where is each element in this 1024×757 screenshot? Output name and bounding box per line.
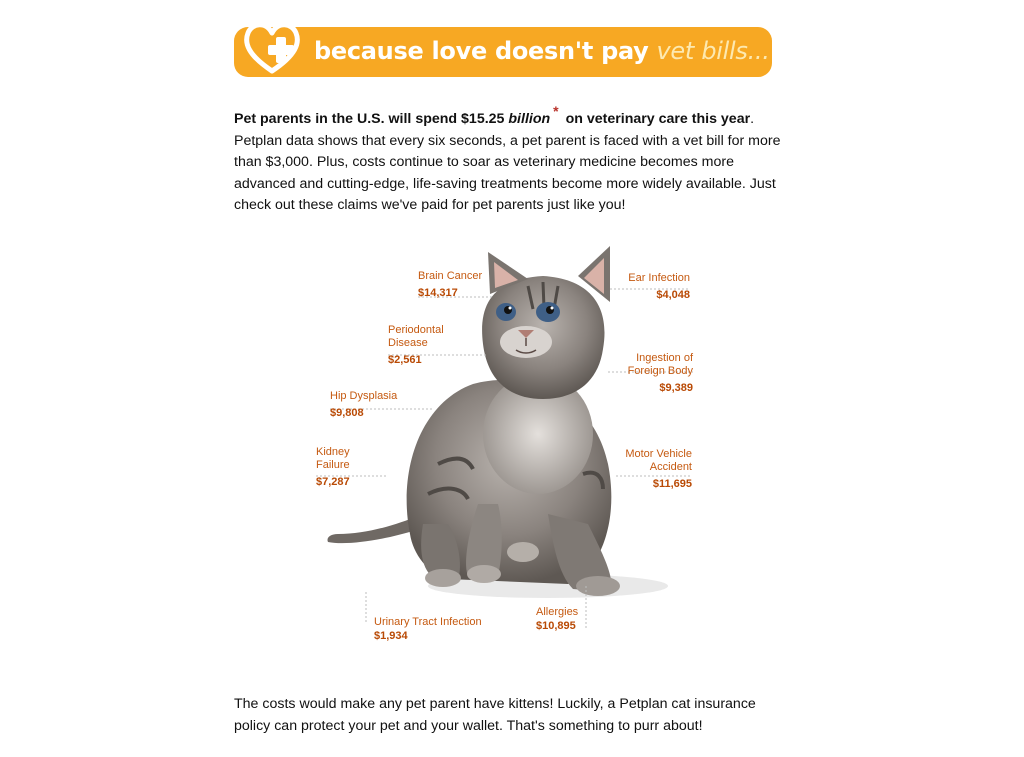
- banner-accent: vet bills...: [656, 37, 770, 65]
- kitten-claims-infographic: [298, 234, 760, 644]
- claim-urinary-tract-infection: [374, 616, 482, 643]
- claim-brain-cancer: [418, 270, 482, 300]
- claim-allergies: [536, 606, 578, 633]
- intro-lead-a: Pet parents in the U.S. will spend $15.25: [234, 111, 509, 127]
- claim-amount: $11,695: [652, 478, 692, 490]
- claim-ear-infection: [610, 272, 690, 302]
- claim-amount: $10,895: [536, 620, 576, 632]
- claim-name: Ingestion of Foreign Body: [627, 352, 693, 377]
- banner-text: because love doesn't pay: [314, 37, 649, 65]
- claim-name: Ear Infection: [628, 272, 690, 284]
- claim-name: Periodontal Disease: [388, 324, 444, 349]
- banner-tagline: [314, 37, 770, 65]
- claim-motor-vehicle-accident: [616, 448, 692, 491]
- claim-amount: $4,048: [656, 289, 690, 301]
- claim-amount: $2,561: [388, 354, 422, 366]
- intro-body: Petplan data shows that every six seconds, a pet parent is faced with a vet bill for more than $3,000. Plus, costs continue to soar as veterinary medicine becomes more advanced and cutting-edge, life-saving treatments become more widely available. Just check out these claims we've paid for pet parents just like you!: [234, 132, 781, 213]
- claim-name: Brain Cancer: [418, 270, 483, 282]
- claim-name: Allergies: [536, 606, 579, 618]
- claim-ingestion-foreign-body: [613, 352, 693, 395]
- intro-paragraph: [234, 103, 784, 217]
- claim-name: Urinary Tract Infection: [374, 616, 482, 628]
- heart-plus-logo-icon: [240, 15, 304, 79]
- outro-paragraph: The costs would make any pet parent have kittens! Luckily, a Petplan cat insurance policy can protect your pet and your wallet. That's something to purr about!: [234, 696, 756, 734]
- claim-amount: $9,808: [330, 407, 364, 419]
- intro-lead-italic: billion: [508, 111, 551, 127]
- claim-name: Motor Vehicle Accident: [625, 448, 692, 473]
- claim-kidney-failure: [316, 446, 366, 489]
- kitten-illustration: [298, 234, 760, 644]
- claim-hip-dysplasia: [330, 390, 397, 420]
- intro-lead: [234, 103, 751, 127]
- intro-lead-b: on veterinary care this year: [561, 111, 751, 127]
- intro-period: .: [750, 111, 755, 127]
- claim-amount: $9,389: [659, 382, 693, 394]
- claim-amount: $7,287: [316, 476, 350, 488]
- claim-amount: $14,317: [418, 287, 458, 299]
- claim-name: Hip Dysplasia: [330, 390, 398, 402]
- banner: [234, 27, 772, 77]
- footnote-asterisk: *: [553, 103, 559, 119]
- claim-periodontal-disease: [388, 324, 458, 367]
- claim-amount: $1,934: [374, 630, 408, 642]
- claim-name: Kidney Failure: [316, 446, 350, 471]
